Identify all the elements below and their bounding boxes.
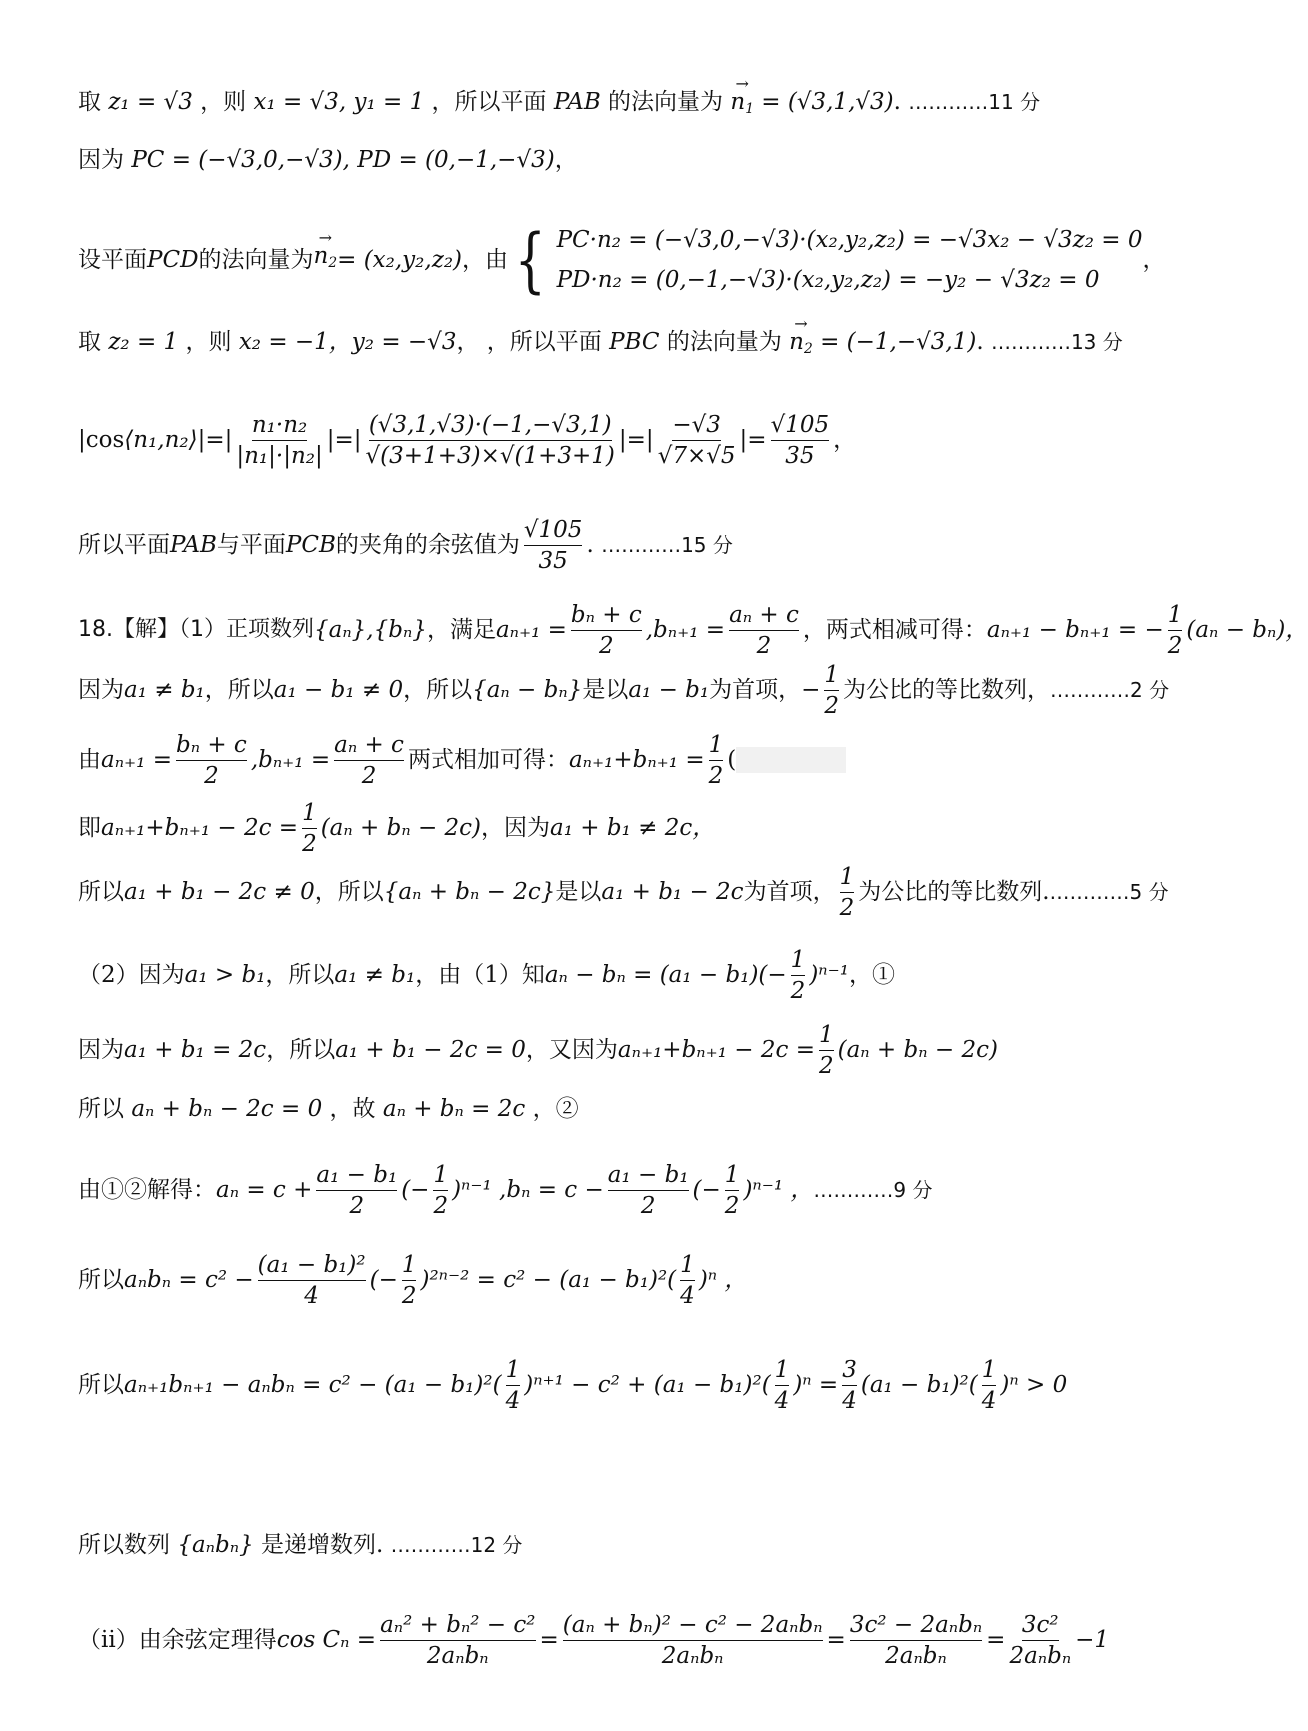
equation: (aₙ + bₙ − 2c) — [320, 815, 482, 841]
line-problem-18 — [78, 595, 1308, 665]
line-normal-pab: 取 z₁ = √3 ，则 x₁ = √3, y₁ = 1 ，所以平面 PAB 的法向量为 → $n_1 = (√3,1,√3)$. …………11 分 — [78, 87, 1220, 124]
equation: z₁ = √3 — [108, 89, 193, 115]
plane-name: PAB — [170, 532, 217, 558]
vector-n2: → $n_2$ — [789, 327, 813, 364]
equation: (a₁ − b₁)²( — [860, 1372, 978, 1398]
text: ，则 — [200, 89, 247, 115]
text: 取 — [78, 329, 101, 355]
equation: )ⁿ⁻¹ ,bₙ = c − — [452, 1177, 604, 1203]
equation: a₁ + b₁ − 2c = 0 — [335, 1037, 526, 1063]
fraction: $\frac{1}{2}$ — [708, 731, 724, 789]
fraction: $\frac{1}{2}$ — [818, 1021, 834, 1079]
equation: a₁ − b₁ ≠ 0 — [273, 677, 404, 703]
text: ，满足 — [426, 617, 496, 643]
equation: = — [539, 1627, 559, 1653]
text: 是以 — [555, 879, 602, 905]
text: ，所以 — [314, 879, 384, 905]
line-normal-pbc: 取 z₂ = 1 ，则 x₂ = −1，y₂ = −√3， ，所以平面 PBC 的法向量为 → $n_2 = (-1,-√3,1)$. …………13 分 — [78, 327, 1220, 364]
fraction: $\frac{1}{2}$ — [790, 946, 806, 1004]
text: 为首项， — [743, 879, 836, 905]
text: ，所以 — [403, 677, 473, 703]
text: 所以 — [78, 1267, 124, 1293]
fraction: $\frac{\text{bₙ + c}}{2}$ — [570, 601, 642, 659]
fraction: $\frac{√105}{35}$ — [523, 516, 583, 574]
fraction: $\frac{1}{2}$ — [1167, 601, 1183, 659]
fraction: $\frac{3}{4}$ — [842, 1356, 857, 1414]
text: ，所以 — [204, 677, 274, 703]
equation: − — [801, 677, 821, 703]
line-part2-diff — [78, 940, 1220, 1010]
fraction: $\frac{\text{3c² − 2aₙbₙ}}{\text{2aₙbₙ}}$ — [849, 1611, 983, 1669]
fraction: $\frac{\text{aₙ + c}}{2}$ — [729, 601, 799, 659]
vector-n1: → $n_1$ — [730, 87, 754, 124]
fraction: $\frac{\text{(aₙ + bₙ)² − c² − 2aₙbₙ}}{\text{2aₙbₙ}}$ — [562, 1611, 823, 1669]
text: 所以 — [78, 1096, 124, 1122]
line-product — [78, 1240, 1220, 1320]
fraction: $\frac{\text{3c²}}{\text{2aₙbₙ}}$ — [1009, 1611, 1072, 1669]
text: （ii）由余弦定理得 — [78, 1627, 277, 1653]
line-sum-zero — [78, 1020, 1220, 1080]
equation: = (−1,−√3,1) — [820, 329, 977, 355]
text: 因为 — [78, 147, 124, 173]
equation: a₁ − b₁ — [628, 677, 710, 703]
text: 的法向量为 — [198, 247, 314, 273]
text: 设平面 — [78, 247, 147, 273]
text: 所以数列 — [78, 1532, 170, 1558]
text: ，则 — [185, 329, 232, 355]
text: ，① — [848, 962, 895, 988]
system-row: PC·n₂ = (−√3,0,−√3)·(x₂,y₂,z₂) = −√3x₂ − √3z₂ = 0 — [556, 227, 1143, 253]
text: ，故 — [329, 1096, 376, 1122]
plane-name: PAB — [553, 89, 601, 115]
fraction: $\frac{1}{4}$ — [505, 1356, 521, 1414]
equation: (− — [692, 1177, 721, 1203]
equation: = (√3,1,√3) — [761, 89, 894, 115]
text: 的夹角的余弦值为 — [335, 532, 520, 558]
text: 所以 — [78, 1372, 124, 1398]
text: ，因为 — [481, 815, 551, 841]
fraction: $\frac{\text{bₙ + c}}{2}$ — [175, 731, 247, 789]
equation: a₁ ≠ b₁ — [124, 677, 205, 703]
score-mark: …………15 分 — [601, 533, 733, 557]
equation: = — [826, 1627, 846, 1653]
line-sum-rewrite — [78, 798, 1220, 858]
equation: a₁ + b₁ − 2c ≠ 0 — [124, 879, 315, 905]
text: 与平面 — [216, 532, 286, 558]
equation: {aₙbₙ} — [177, 1532, 254, 1558]
blurred-region — [736, 747, 846, 773]
text: |cos — [78, 427, 125, 453]
equation: aₙ₊₁ = — [495, 617, 567, 643]
text: （2）因为 — [78, 962, 185, 988]
left-brace: { — [514, 219, 546, 301]
equation: x₂ = −1，y₂ = −√3 — [238, 329, 457, 355]
fraction: $\frac{1}{4}$ — [774, 1356, 790, 1414]
text: 因为 — [78, 677, 124, 703]
equation: −1 — [1075, 1627, 1110, 1653]
equation: a₁ ≠ b₁ — [334, 962, 416, 988]
equation: = (x₂,y₂,z₂) — [337, 247, 463, 273]
fraction: $\frac{\text{aₙ² + bₙ² − c²}}{\text{2aₙbₙ}}$ — [380, 1611, 536, 1669]
equation: aₙ₊₁+bₙ₊₁ − 2c = — [101, 815, 299, 841]
text: ，所以平面 — [486, 329, 602, 355]
equation: aₙ = c + — [216, 1177, 313, 1203]
line-pc-pd: 因为 PC = (−√3,0,−√3), PD = (0,−1,−√3)， — [78, 147, 578, 173]
equation: aₙ₊₁ − bₙ₊₁ = − — [986, 617, 1164, 643]
fraction: $\frac{1}{2}$ — [839, 863, 855, 921]
line-sum-2c — [78, 1094, 1220, 1124]
text: ，所以 — [265, 962, 335, 988]
fraction: $\frac{\text{a₁ − b₁}}{2}$ — [607, 1161, 689, 1219]
text: ，② — [532, 1096, 579, 1122]
problem-label: 18.【解】（1）正项数列 — [78, 617, 314, 642]
equation: aₙ₊₁+bₙ₊₁ − 2c = — [617, 1037, 815, 1063]
equation: aₙ − bₙ = (a₁ − b₁)(− — [544, 962, 787, 988]
text: 的法向量为 — [666, 329, 782, 355]
line-answer-angle: 所以平面 PAB 与平面 PCB 的夹角的余弦值为 $\frac{√105}{35}$ . …………15 分 — [78, 516, 733, 574]
fraction: $\frac{√105}{35}$ — [770, 411, 830, 469]
line-normal-pcd: 设平面 PCD 的法向量为 → $n_2$ = (x₂,y₂,z₂) ，由 { PC·n₂ = (−√3,0,−√3)·(x₂,y₂,z₂) = −√3x₂ − √3z₂ = 0 PD·n₂ = (0,−1,−√3)·(x₂,y₂,z₂) = −y₂ − √3z₂ = 0 ， — [78, 215, 1220, 305]
equation: (aₙ − bₙ)， — [1186, 617, 1308, 643]
text: 为公比的等比数列， — [843, 677, 1051, 703]
line-geometric-sum — [78, 862, 1220, 922]
text: ，所以 — [266, 1037, 336, 1063]
fraction: $\frac{1}{2}$ — [401, 1251, 417, 1309]
equation: aₙ + bₙ − 2c = 0 — [131, 1096, 323, 1122]
equation: aₙ₊₁+bₙ₊₁ = — [568, 747, 705, 773]
equation: )ⁿ ， — [698, 1267, 748, 1293]
text: ，所以平面 — [431, 89, 547, 115]
equation: (− — [401, 1177, 430, 1203]
score-mark: …………11 分 — [908, 90, 1041, 114]
fraction: $\frac{(√3,1,√3)\cdot(-1,-√3,1)}{√(3+1+3)\times√(1+3+1)}$ — [365, 411, 615, 469]
fraction: $\frac{\text{(a₁ − b₁)²}}{4}$ — [257, 1251, 366, 1309]
equation: = — [986, 1627, 1006, 1653]
text: 是以 — [582, 677, 629, 703]
equation: aₙ₊₁ = — [101, 747, 172, 773]
text: ，又因为 — [525, 1037, 618, 1063]
equation: )ⁿ⁻¹ ， — [743, 1177, 814, 1203]
vector-n2: → $n_2$ — [314, 241, 338, 278]
score-mark: …………12 分 — [390, 1533, 523, 1557]
equation: aₙ₊₁bₙ₊₁ − aₙbₙ = c² − (a₁ − b₁)²( — [124, 1372, 502, 1398]
system-row: PD·n₂ = (0,−1,−√3)·(x₂,y₂,z₂) = −y₂ − √3z₂ = 0 — [556, 267, 1100, 293]
equation: z₂ = 1 — [108, 329, 179, 355]
line-geometric-diff — [78, 660, 1220, 720]
line-solution — [78, 1150, 1220, 1230]
text: 为首项， — [709, 677, 802, 703]
line-sum-recurrence: 由 aₙ₊₁ = $\frac{\text{bₙ + c}}{2}$ ,bₙ₊₁ = $\frac{\text{aₙ + c}}{2}$ 两式相加可得： aₙ₊₁+bₙ₊₁ = $\frac{1}{2}$ ( — [78, 730, 1220, 790]
plane-name: PCB — [285, 532, 336, 558]
equation: a₁ + b₁ = 2c — [124, 1037, 267, 1063]
score-mark: …………9 分 — [813, 1178, 933, 1202]
plane-name: PBC — [609, 329, 660, 355]
equation: ⟨n₁,n₂⟩|=| — [124, 427, 233, 453]
equation: (aₙ + bₙ − 2c) — [837, 1037, 998, 1063]
fraction: $\frac{\text{n₁·n₂}}{\text{|n₁|·|n₂|}}$ — [236, 411, 323, 469]
text: ，两式相减可得： — [802, 617, 987, 643]
equation: a₁ + b₁ − 2c — [601, 879, 744, 905]
text: 的法向量为 — [608, 89, 724, 115]
equation: a₁ + b₁ ≠ 2c， — [550, 815, 716, 841]
line-cosine-law — [78, 1600, 1220, 1680]
fraction: $\frac{1}{2}$ — [724, 1161, 740, 1219]
equation: {aₙ},{bₙ} — [314, 617, 427, 643]
equation: x₁ = √3, y₁ = 1 — [253, 89, 425, 115]
fraction: $\frac{1}{2}$ — [433, 1161, 449, 1219]
equation: aₙbₙ = c² − — [124, 1267, 254, 1293]
score-mark: …………13 分 — [990, 330, 1123, 354]
text: 取 — [78, 89, 101, 115]
fraction: $\frac{-√3}{√7\times√5}$ — [657, 411, 736, 469]
equation: )ⁿ = — [793, 1372, 839, 1398]
line-increasing — [78, 1530, 1220, 1560]
text: 为公比的等比数列. — [858, 879, 1050, 905]
fraction: $\frac{1}{4}$ — [680, 1251, 695, 1309]
equation: )ⁿ > 0 — [1000, 1372, 1068, 1398]
equation: aₙ + bₙ = 2c — [382, 1096, 526, 1122]
text: ，由（1）知 — [415, 962, 545, 988]
fraction: $\frac{\text{aₙ + c}}{2}$ — [334, 731, 404, 789]
text: 两式相加可得： — [407, 747, 569, 773]
text: 由 — [78, 747, 101, 773]
line-cos-calc: |cos ⟨n₁,n₂⟩|=| $\frac{\text{n₁·n₂}}{\text{|n₁|·|n₂|}}$ |=| $\frac{(√3,1,√3)\cdot(-1,-√3,1)}{√(3+1+3)\times√(1+3+1)}$ |=| $\frac{-√3}{√7\times√5}$ |= $\frac{√105}{35}$ ， — [78, 411, 857, 469]
equation: PC = (−√3,0,−√3), PD = (0,−1,−√3) — [131, 147, 555, 173]
text: ，由 — [462, 247, 509, 273]
fraction: $\frac{\text{a₁ − b₁}}{2}$ — [316, 1161, 398, 1219]
text: 是递增数列. — [260, 1532, 384, 1558]
score-mark: …………2 分 — [1050, 678, 1170, 702]
text: 因为 — [78, 1037, 124, 1063]
fraction: $\frac{1}{2}$ — [302, 799, 317, 857]
text: 所以 — [78, 879, 124, 905]
line-increment — [78, 1345, 1220, 1425]
equation: (− — [369, 1267, 398, 1293]
text: 即 — [78, 815, 101, 841]
equation: {aₙ − bₙ} — [472, 677, 583, 703]
equation: )ⁿ⁻¹ — [809, 962, 849, 988]
equation: )²ⁿ⁻² = c² − (a₁ − b₁)²( — [420, 1267, 677, 1293]
score-mark: …………5 分 — [1049, 880, 1169, 904]
equation: a₁ > b₁ — [184, 962, 266, 988]
plane-name: PCD — [147, 247, 199, 273]
equation: )ⁿ⁺¹ − c² + (a₁ − b₁)²( — [524, 1372, 771, 1398]
text: 由①②解得： — [78, 1177, 216, 1203]
fraction: $\frac{1}{2}$ — [824, 661, 840, 719]
fraction: $\frac{1}{4}$ — [981, 1356, 997, 1414]
equation: {aₙ + bₙ − 2c} — [383, 879, 556, 905]
equation: ,bₙ₊₁ = — [250, 747, 331, 773]
text: 所以平面 — [78, 532, 170, 558]
equation: ,bₙ₊₁ = — [645, 617, 726, 643]
equation: cos Cₙ = — [276, 1627, 377, 1653]
